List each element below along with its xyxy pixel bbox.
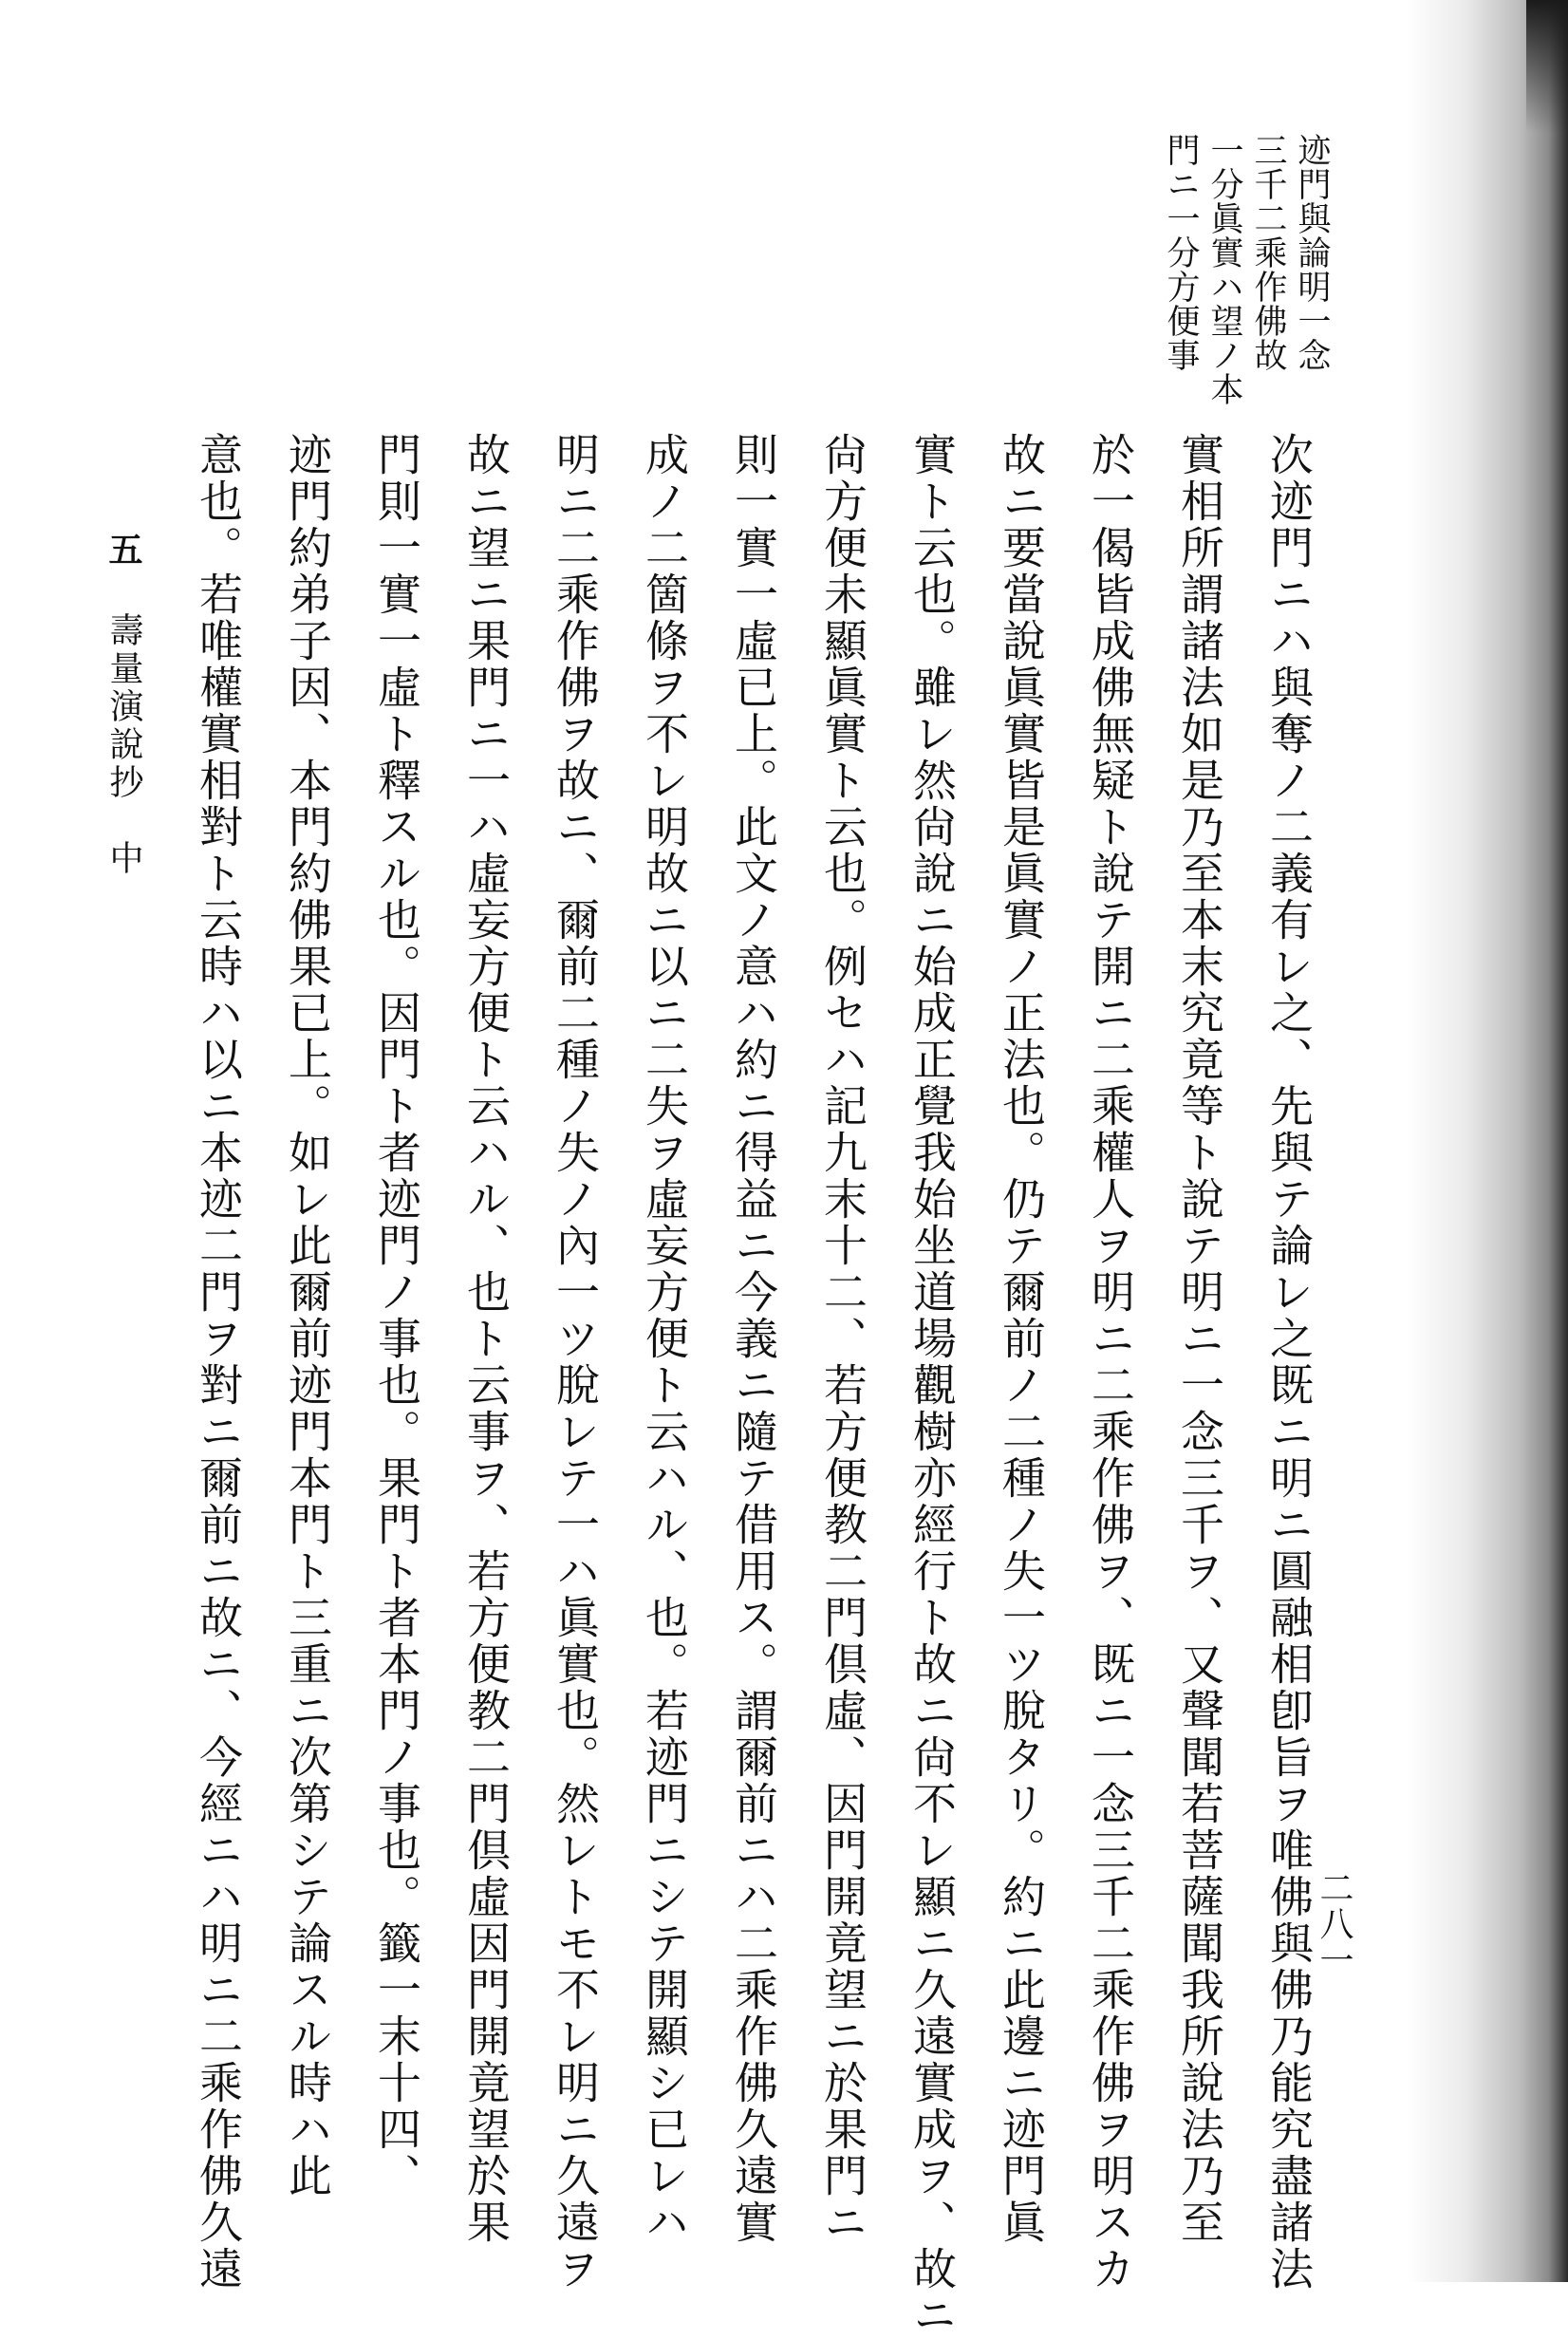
body-line-1: 次迹門ニハ與奪ノ二義有レ之、先與テ論レ之既ニ明ニ圓融相卽旨ヲ唯佛與佛乃能究盡諸法 <box>1263 432 1315 2292</box>
page-number: 二八一 <box>1315 1870 1353 1978</box>
running-footer <box>103 532 144 878</box>
headnote-line-4: 門ニ一分方便事 <box>1162 133 1200 372</box>
footer-section-number: 五 <box>103 532 143 570</box>
body-line-10: 故ニ望ニ果門ニ一ハ虛妄方便ト云ハル、也ト云事ヲ、若方便教二門倶虛因門開竟望於果 <box>460 432 512 2246</box>
body-line-4: 故ニ要當說眞實皆是眞實ノ正法也。仍テ爾前ノ二種ノ失一ツ脫タリ。約ニ此邊ニ迹門眞 <box>996 432 1047 2246</box>
body-line-9: 明ニ二乘作佛ヲ故ニ、爾前二種ノ失ノ內一ツ脫レテ一ハ眞實也。然レトモ不レ明ニ久遠ヲ <box>550 432 601 2292</box>
body-line-3: 於一偈皆成佛無疑ト說テ開ニ二乘權人ヲ明ニ二乘作佛ヲ、既ニ一念三千二乘作佛ヲ明スカ <box>1085 432 1136 2292</box>
page-gutter-shadow <box>1407 0 1568 2282</box>
body-line-6: 尙方便未顯眞實ト云也。例セハ記九末十二、若方便教二門倶虛、因門開竟望ニ於果門ニ <box>817 432 868 2246</box>
body-line-2: 實相所謂諸法如是乃至本末究竟等ト說テ明ニ一念三千ヲ、又聲聞若菩薩聞我所說法乃至 <box>1174 432 1225 2246</box>
body-line-13: 意也。若唯權實相對ト云時ハ以ニ本迹二門ヲ對ニ爾前ニ故ニ、今經ニハ明ニ二乘作佛久遠 <box>193 432 244 2292</box>
body-line-11: 門則一實一虛ト釋スル也。因門ト者迹門ノ事也。果門ト者本門ノ事也。籤一末十四、 <box>371 432 422 2199</box>
body-line-12: 迹門約弟子因、本門約佛果已上。如レ此爾前迹門本門ト三重ニ次第シテ論スル時ハ此 <box>282 432 333 2199</box>
headnote-line-2: 三千二乘作佛故 <box>1249 133 1287 372</box>
headnote-line-1: 迹門與論明一念 <box>1293 133 1331 372</box>
body-line-8: 成ノ二箇條ヲ不レ明故ニ以ニ二失ヲ虛妄方便ト云ハル、也。若迹門ニシテ開顯シ已レハ <box>639 432 690 2246</box>
footer-book-title: 壽量演說抄 中 <box>104 612 143 879</box>
headnote-line-3: 一分眞實ハ望ノ本 <box>1205 133 1243 406</box>
body-line-5: 實ト云也。雖レ然尙說ニ始成正覺我始坐道場觀樹亦經行ト故ニ尙不レ顯ニ久遠實成ヲ、故ニ <box>906 432 958 2339</box>
page-binding-edge <box>1526 0 1568 133</box>
body-line-7: 則一實一虛已上。此文ノ意ハ約ニ得益ニ今義ニ隨テ借用ス。謂爾前ニハ二乘作佛久遠實 <box>728 432 779 2246</box>
